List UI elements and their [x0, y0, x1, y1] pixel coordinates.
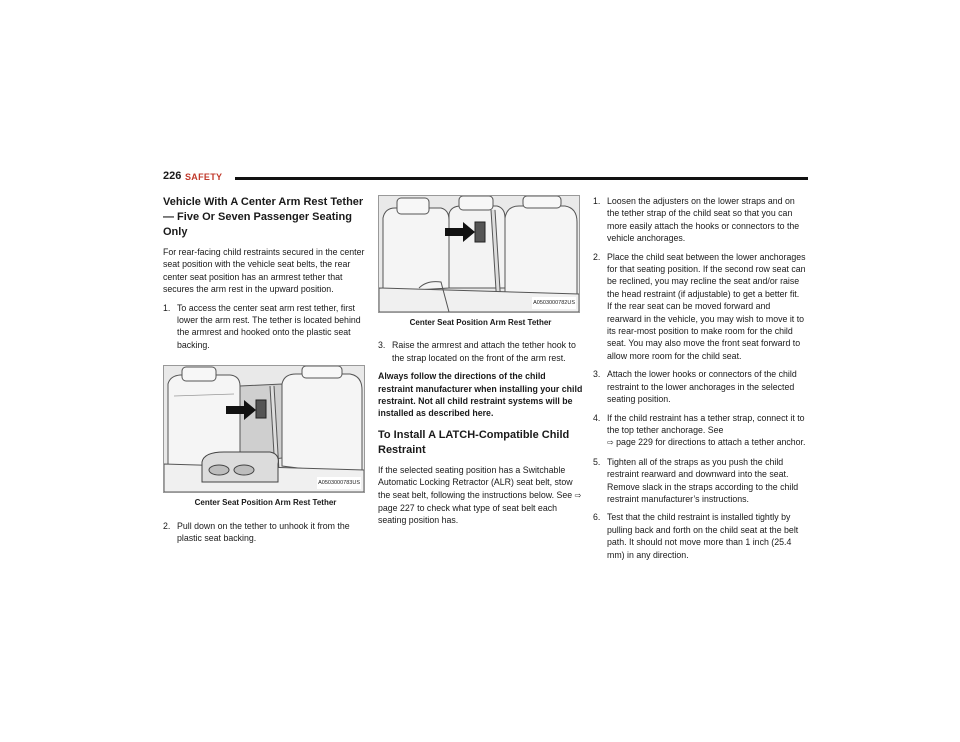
list-item: 1. Loosen the adjusters on the lower straps and on the tether strap of the child seat so that you can more easily attach the hooks or connectors to the vehicle anchorages.: [593, 196, 800, 244]
warning-note: Always follow the directions of the child restraint manufacturer when installing your child restraint. Not all child restraint systems will be installed as described here.: [378, 371, 583, 419]
list-item: 6. Test that the child restraint is installed tightly by pulling back and forth on the child seat at the belt path. It should not move more than 1 inch (25.4 mm) in any direction.: [593, 512, 799, 560]
list-item: 5. Tighten all of the straps as you push the child restraint rearward and downward into the seat. Remove slack in the straps according to the child restraint manufacturer’s instructions.: [593, 456, 799, 504]
steps-list: [378, 339, 583, 364]
list-item: 2. Place the child seat between the lower anchorages for that seating position. If the second row seat can be reclined, you may recline the seat and/or raise the head restraint (if adjustable) to get a better fit. If the rear seat can be moved forward and rearward in the vehicle, you may wish to move it to its rear-most position to make room for the child seat. You may also move the front seat forward to allow more room for the child seat.: [593, 251, 806, 361]
page-link[interactable]: page 229: [616, 437, 653, 448]
page-reference-arrow-icon: ⇨: [607, 438, 614, 448]
figure-arm-rest-tether-1: [163, 365, 365, 493]
section-heading-arm-rest-tether: Vehicle With A Center Arm Rest Tether — Five Or Seven Passenger Seating Only: [163, 196, 364, 238]
steps-list: [593, 195, 806, 561]
seat-illustration: [379, 196, 579, 312]
list-item: 1. To access the center seat arm rest tether, first lower the arm rest. The tether is located behind the armrest and hooked onto the plastic seat backing.: [163, 302, 361, 350]
page-link[interactable]: page 227: [378, 503, 415, 514]
list-item: 2. Pull down on the tether to unhook it from the plastic seat backing.: [163, 520, 350, 544]
steps-list: [163, 520, 368, 545]
page-number: 226: [163, 170, 182, 182]
section-heading-latch-install: To Install A LATCH-Compatible Child Restraint: [378, 428, 570, 456]
figure-code: A0503000783US: [317, 477, 361, 489]
figure-code: A0503000782US: [532, 297, 576, 309]
page-header: [163, 170, 808, 184]
intro-paragraph: For rear-facing child restraints secured in the center seat position with the vehicle seat belts, the rear center seat position has an armrest tether that secures the arm rest in the upward position.: [163, 247, 365, 295]
column-2: [378, 195, 583, 533]
column-1: [163, 195, 368, 550]
figure-caption: Center Seat Position Arm Rest Tether: [409, 318, 552, 327]
latch-paragraph: If the selected seating position has a Switchable Automatic Locking Retractor (ALR) seat belt, stow the seat belt, following the instructions below. See ⇨ page 227 to check what type of seat belt each seating position has.: [378, 464, 582, 526]
list-item: 3. Raise the armrest and attach the tether hook to the strap located on the front of the arm rest.: [378, 340, 576, 363]
page-reference-arrow-icon: ⇨: [574, 490, 582, 500]
seat-illustration: [164, 366, 364, 492]
steps-list: [163, 302, 368, 352]
column-3: [593, 195, 806, 567]
section-title: SAFETY: [185, 172, 223, 182]
figure-arm-rest-tether-2: [378, 195, 580, 313]
list-item: 3. Attach the lower hooks or connectors of the child restraint to the lower anchorages in the selected seating position.: [593, 369, 797, 405]
list-item: 4. If the child restraint has a tether strap, connect it to the top tether anchorage. See ⇨ page 229 for directions to attach a tether anchor.: [593, 412, 806, 448]
header-rule: [235, 177, 808, 180]
figure-caption: Center Seat Position Arm Rest Tether: [194, 498, 337, 508]
